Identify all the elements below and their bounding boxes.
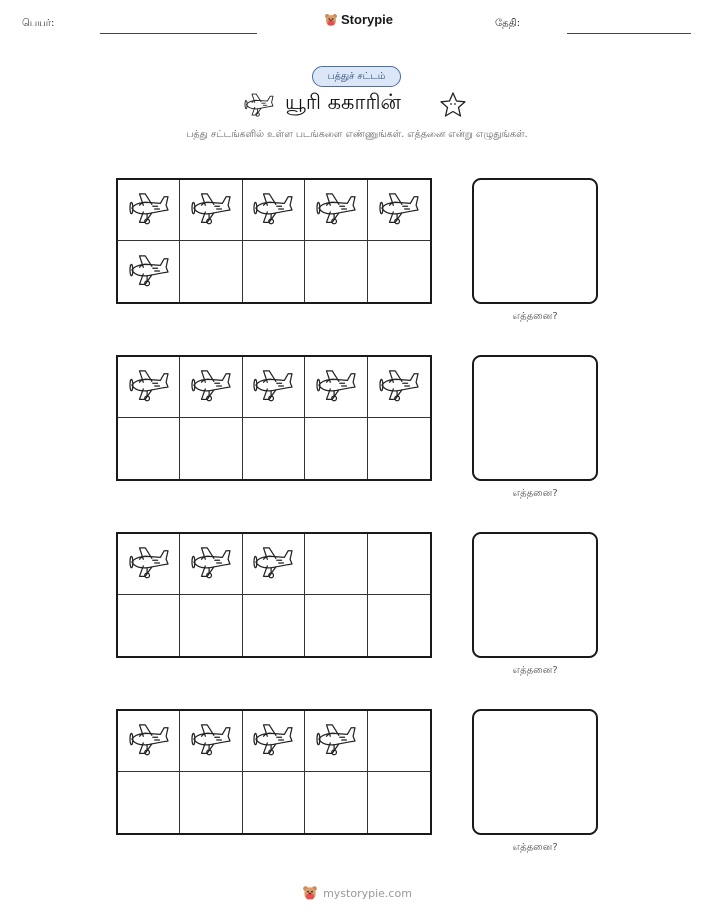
ten-frame-cell-empty <box>305 418 367 479</box>
ten-frame-cell-empty <box>180 595 242 656</box>
worksheet-header <box>0 0 714 50</box>
airplane-icon <box>313 368 359 406</box>
brand-name: Storypie <box>341 12 394 27</box>
date-label: தேதி: <box>495 18 521 29</box>
ten-frame <box>116 178 432 304</box>
airplane-icon <box>250 368 296 406</box>
date-write-line[interactable] <box>567 33 691 34</box>
airplane-icon <box>313 722 359 760</box>
answer-label: எத்தனை? <box>512 488 558 499</box>
airplane-icon <box>126 722 172 760</box>
ten-frame-cell-empty <box>305 534 367 595</box>
ten-frame-cell-empty <box>368 772 430 833</box>
answer-box[interactable] <box>472 178 598 304</box>
airplane-icon <box>126 368 172 406</box>
ten-frame-cell-empty <box>368 241 430 302</box>
airplane-icon <box>188 191 234 229</box>
airplane-icon <box>188 368 234 406</box>
ten-frame-cell-filled <box>243 180 305 241</box>
airplane-icon <box>126 253 172 291</box>
ten-frame-cell-empty <box>368 595 430 656</box>
ten-frame-cell-filled <box>368 357 430 418</box>
ten-frame-cell-filled <box>180 180 242 241</box>
footer-site: mystorypie.com <box>323 886 412 900</box>
footer <box>0 885 714 901</box>
ten-frame-cell-empty <box>243 595 305 656</box>
page-title: யூரி ககாரின் <box>285 90 401 114</box>
ten-frame-cell-empty <box>243 418 305 479</box>
airplane-icon <box>188 545 234 583</box>
ten-frame-cell-filled <box>180 711 242 772</box>
ten-frame-cell-empty <box>305 595 367 656</box>
ten-frame-cell-filled <box>180 534 242 595</box>
ten-frame-cell-filled <box>305 180 367 241</box>
storypie-logo <box>324 12 393 27</box>
answer-label: எத்தனை? <box>512 842 558 853</box>
airplane-icon <box>126 191 172 229</box>
ten-frame-cell-empty <box>118 595 180 656</box>
worksheet-type-badge: பத்துச் சட்டம் <box>312 66 401 87</box>
ten-frame-cell-empty <box>305 772 367 833</box>
ten-frame-cell-empty <box>118 772 180 833</box>
ten-frame-cell-empty <box>180 418 242 479</box>
ten-frame-cell-empty <box>368 534 430 595</box>
airplane-icon <box>188 722 234 760</box>
bear-mascot-icon <box>324 13 338 27</box>
name-label: பெயர்: <box>22 18 55 29</box>
answer-box[interactable] <box>472 709 598 835</box>
airplane-icon <box>126 545 172 583</box>
answer-box[interactable] <box>472 532 598 658</box>
name-write-line[interactable] <box>100 33 257 34</box>
airplane-icon <box>250 545 296 583</box>
ten-frame-cell-filled <box>118 534 180 595</box>
ten-frame-cell-filled <box>305 357 367 418</box>
ten-frame-cell-empty <box>180 241 242 302</box>
star-icon <box>438 90 468 120</box>
ten-frame-cell-empty <box>368 711 430 772</box>
ten-frame-cell-filled <box>118 357 180 418</box>
ten-frame-cell-filled <box>368 180 430 241</box>
ten-frame-cell-empty <box>243 241 305 302</box>
answer-label: எத்தனை? <box>512 311 558 322</box>
airplane-icon <box>376 191 422 229</box>
ten-frame <box>116 355 432 481</box>
ten-frame-cell-filled <box>305 711 367 772</box>
airplane-icon <box>250 191 296 229</box>
ten-frame-cell-empty <box>368 418 430 479</box>
ten-frame-cell-filled <box>118 180 180 241</box>
ten-frame-cell-empty <box>305 241 367 302</box>
airplane-icon <box>376 368 422 406</box>
ten-frame-cell-filled <box>243 534 305 595</box>
airplane-icon <box>242 92 276 120</box>
ten-frame-cell-empty <box>180 772 242 833</box>
ten-frame <box>116 532 432 658</box>
airplane-icon <box>250 722 296 760</box>
bear-mascot-icon <box>302 885 318 901</box>
answer-box[interactable] <box>472 355 598 481</box>
airplane-icon <box>313 191 359 229</box>
ten-frame-cell-filled <box>118 241 180 302</box>
ten-frame-cell-empty <box>118 418 180 479</box>
ten-frame-cell-empty <box>243 772 305 833</box>
instructions: பத்து சட்டங்களில் உள்ள படங்களை எண்ணுங்கள். எத்தனை என்று எழுதுங்கள். <box>186 129 528 140</box>
title-row <box>0 88 714 124</box>
ten-frame-cell-filled <box>243 711 305 772</box>
ten-frame-cell-filled <box>118 711 180 772</box>
ten-frame-cell-filled <box>243 357 305 418</box>
ten-frame <box>116 709 432 835</box>
answer-label: எத்தனை? <box>512 665 558 676</box>
ten-frame-cell-filled <box>180 357 242 418</box>
